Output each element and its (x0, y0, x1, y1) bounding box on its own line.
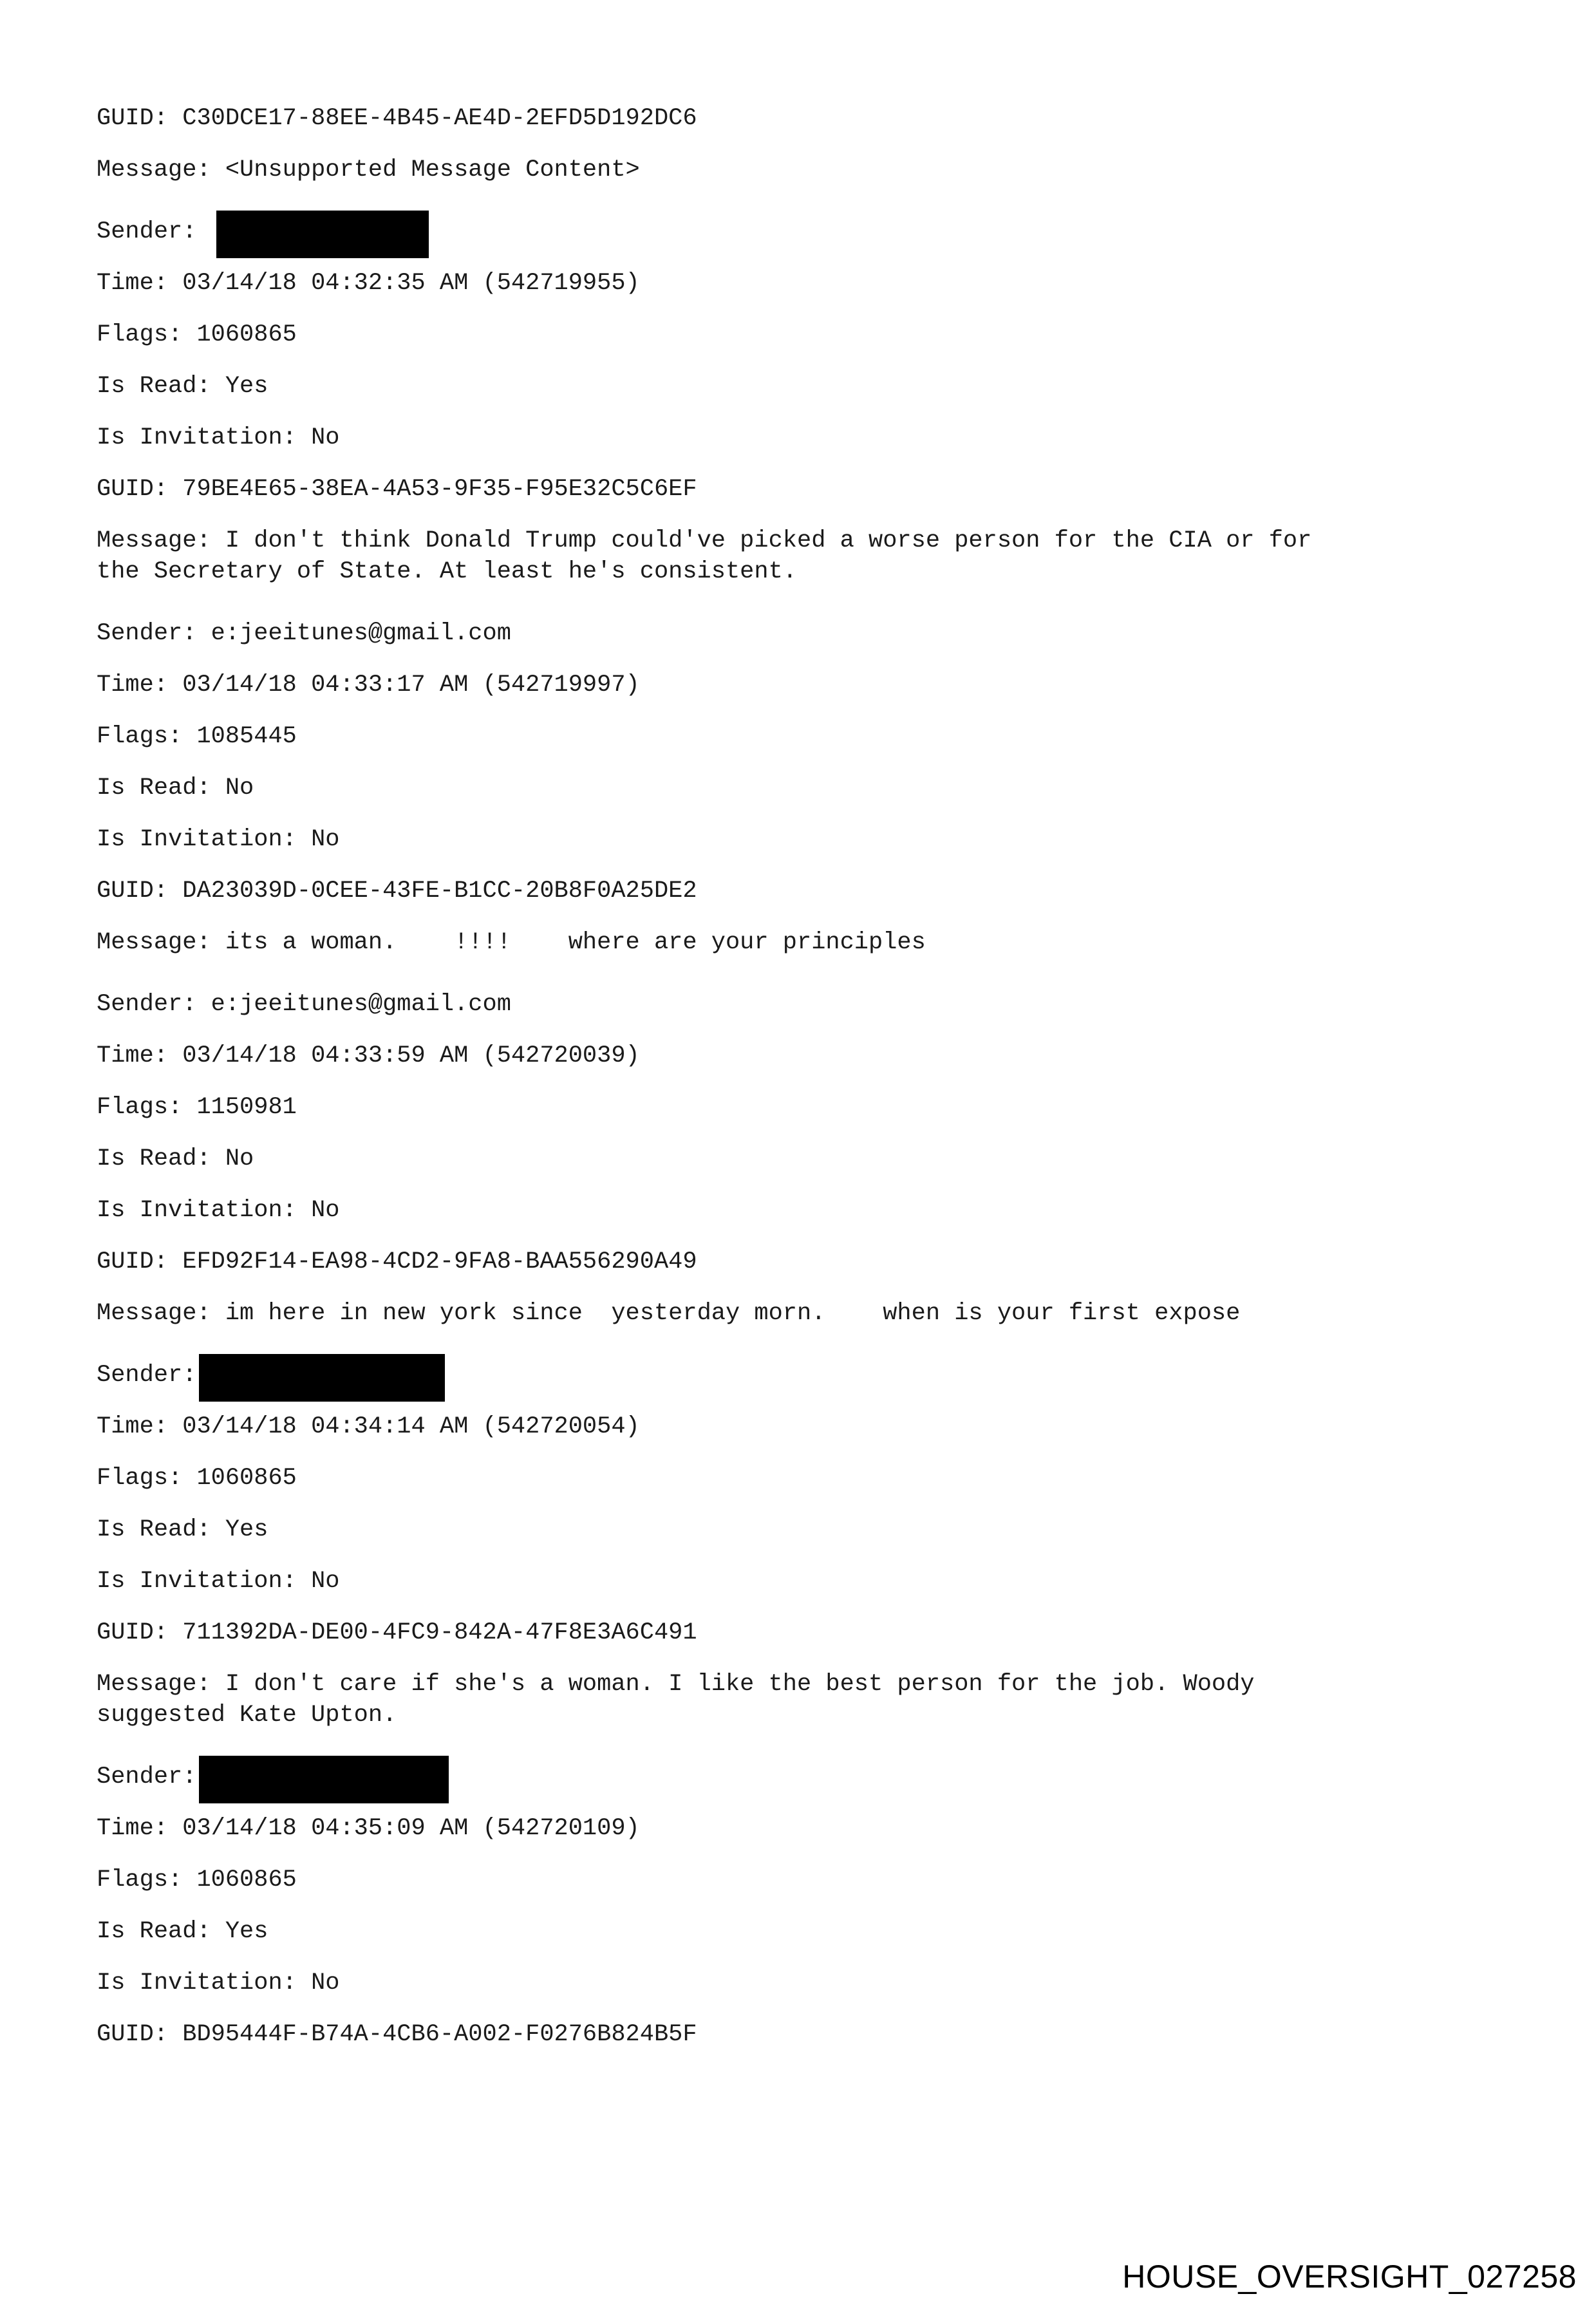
redaction-bar (199, 1354, 445, 1402)
field-value: im here in new york since yesterday morn. when is your first expose (225, 1300, 1241, 1327)
field-label: Is Invitation: (97, 1568, 312, 1595)
message-log (97, 103, 1513, 2071)
field-value: 03/14/18 04:33:59 AM (542720039) (182, 1042, 640, 1069)
guid-line (97, 1246, 1513, 1277)
field-label: Is Read: (97, 1516, 225, 1543)
flags-line (97, 319, 1513, 350)
time-line (97, 268, 1513, 299)
field-label: Is Read: (97, 1145, 225, 1172)
field-value: e:jeeitunes@gmail.com (211, 991, 511, 1018)
field-value: 79BE4E65-38EA-4A53-9F35-F95E32C5C6EF (182, 476, 697, 503)
field-value: DA23039D-0CEE-43FE-B1CC-20B8F0A25DE2 (182, 878, 697, 905)
field-label: Time: (97, 270, 183, 297)
message-line (97, 155, 1513, 185)
time-line (97, 1411, 1513, 1442)
field-label: Message: (97, 929, 225, 956)
field-value: No (225, 775, 254, 802)
field-value: BD95444F-B74A-4CB6-A002-F0276B824B5F (182, 2021, 697, 2048)
is-read-line (97, 1514, 1513, 1545)
flags-line (97, 1092, 1513, 1123)
guid-line (97, 1617, 1513, 1648)
time-line (97, 1040, 1513, 1071)
message-line (97, 1669, 1513, 1731)
is-read-line (97, 773, 1513, 804)
field-value: 1060865 (196, 321, 297, 348)
field-label: Message: (97, 1671, 225, 1698)
field-value: No (311, 1197, 340, 1224)
field-label: GUID: (97, 2021, 183, 2048)
sender-line (97, 1762, 1513, 1792)
field-label: Is Read: (97, 775, 225, 802)
field-label: Sender: (97, 1763, 197, 1791)
is-invitation-line (97, 824, 1513, 855)
field-label: Message: (97, 527, 225, 554)
field-value: I don't think Donald Trump could've picked a worse person for the CIA or for the Secretary of State. At least he's consistent. (97, 527, 1312, 585)
field-label: GUID: (97, 1248, 183, 1275)
field-value: Yes (225, 1918, 268, 1945)
field-value: e:jeeitunes@gmail.com (211, 620, 511, 647)
field-label: Sender: (97, 1362, 197, 1389)
field-value: Yes (225, 373, 268, 400)
sender-line (97, 1360, 1513, 1391)
field-label: Time: (97, 1815, 183, 1842)
field-value: its a woman. !!!! where are your principles (225, 929, 926, 956)
is-read-line (97, 1143, 1513, 1174)
field-value: EFD92F14-EA98-4CD2-9FA8-BAA556290A49 (182, 1248, 697, 1275)
field-value: No (311, 826, 340, 853)
field-value: No (225, 1145, 254, 1172)
field-label: Flags: (97, 1866, 197, 1894)
guid-line (97, 474, 1513, 505)
field-value: 03/14/18 04:33:17 AM (542719997) (182, 672, 640, 699)
field-label: Flags: (97, 723, 197, 750)
is-invitation-line (97, 1566, 1513, 1597)
is-read-line (97, 1916, 1513, 1947)
flags-line (97, 1463, 1513, 1494)
field-label: Flags: (97, 1094, 197, 1121)
field-value: Yes (225, 1516, 268, 1543)
guid-line (97, 876, 1513, 907)
is-invitation-line (97, 1968, 1513, 1998)
field-label: Is Read: (97, 373, 225, 400)
field-label: Sender: (97, 218, 211, 245)
message-line (97, 927, 1513, 958)
field-label: Sender: (97, 991, 211, 1018)
field-label: Time: (97, 1042, 183, 1069)
redaction-bar (216, 211, 429, 258)
is-read-line (97, 371, 1513, 402)
time-line (97, 1813, 1513, 1844)
field-value: <Unsupported Message Content> (225, 156, 640, 183)
field-value: 03/14/18 04:32:35 AM (542719955) (182, 270, 640, 297)
field-label: Message: (97, 156, 225, 183)
field-label: Time: (97, 672, 183, 699)
field-value: No (311, 424, 340, 451)
field-value: 03/14/18 04:34:14 AM (542720054) (182, 1413, 640, 1440)
field-label: Is Read: (97, 1918, 225, 1945)
field-label: GUID: (97, 105, 183, 132)
field-value: 1060865 (196, 1866, 297, 1894)
guid-line (97, 103, 1513, 134)
field-label: Flags: (97, 1465, 197, 1492)
field-value: No (311, 1969, 340, 1997)
field-value: 03/14/18 04:35:09 AM (542720109) (182, 1815, 640, 1842)
flags-line (97, 721, 1513, 752)
sender-line (97, 618, 1513, 649)
sender-line (97, 216, 1513, 247)
field-label: Time: (97, 1413, 183, 1440)
redaction-bar (199, 1756, 449, 1803)
field-label: Message: (97, 1300, 225, 1327)
sender-line (97, 989, 1513, 1020)
is-invitation-line (97, 1195, 1513, 1226)
field-label: Flags: (97, 321, 197, 348)
field-value: C30DCE17-88EE-4B45-AE4D-2EFD5D192DC6 (182, 105, 697, 132)
time-line (97, 670, 1513, 700)
message-line (97, 525, 1513, 587)
field-value: 1150981 (196, 1094, 297, 1121)
field-value: 1060865 (196, 1465, 297, 1492)
field-value: 711392DA-DE00-4FC9-842A-47F8E3A6C491 (182, 1619, 697, 1646)
field-label: Is Invitation: (97, 826, 312, 853)
is-invitation-line (97, 422, 1513, 453)
field-label: Sender: (97, 620, 211, 647)
field-label: GUID: (97, 476, 183, 503)
field-label: Is Invitation: (97, 1969, 312, 1997)
guid-line (97, 2019, 1513, 2050)
field-label: Is Invitation: (97, 1197, 312, 1224)
field-label: GUID: (97, 878, 183, 905)
field-label: Is Invitation: (97, 424, 312, 451)
field-label: GUID: (97, 1619, 183, 1646)
message-line (97, 1298, 1513, 1329)
bates-number: HOUSE_OVERSIGHT_027258 (1122, 2259, 1577, 2295)
field-value: I don't care if she's a woman. I like the best person for the job. Woody suggested Kate Upton. (97, 1671, 1255, 1729)
field-value: 1085445 (196, 723, 297, 750)
flags-line (97, 1865, 1513, 1895)
field-value: No (311, 1568, 340, 1595)
